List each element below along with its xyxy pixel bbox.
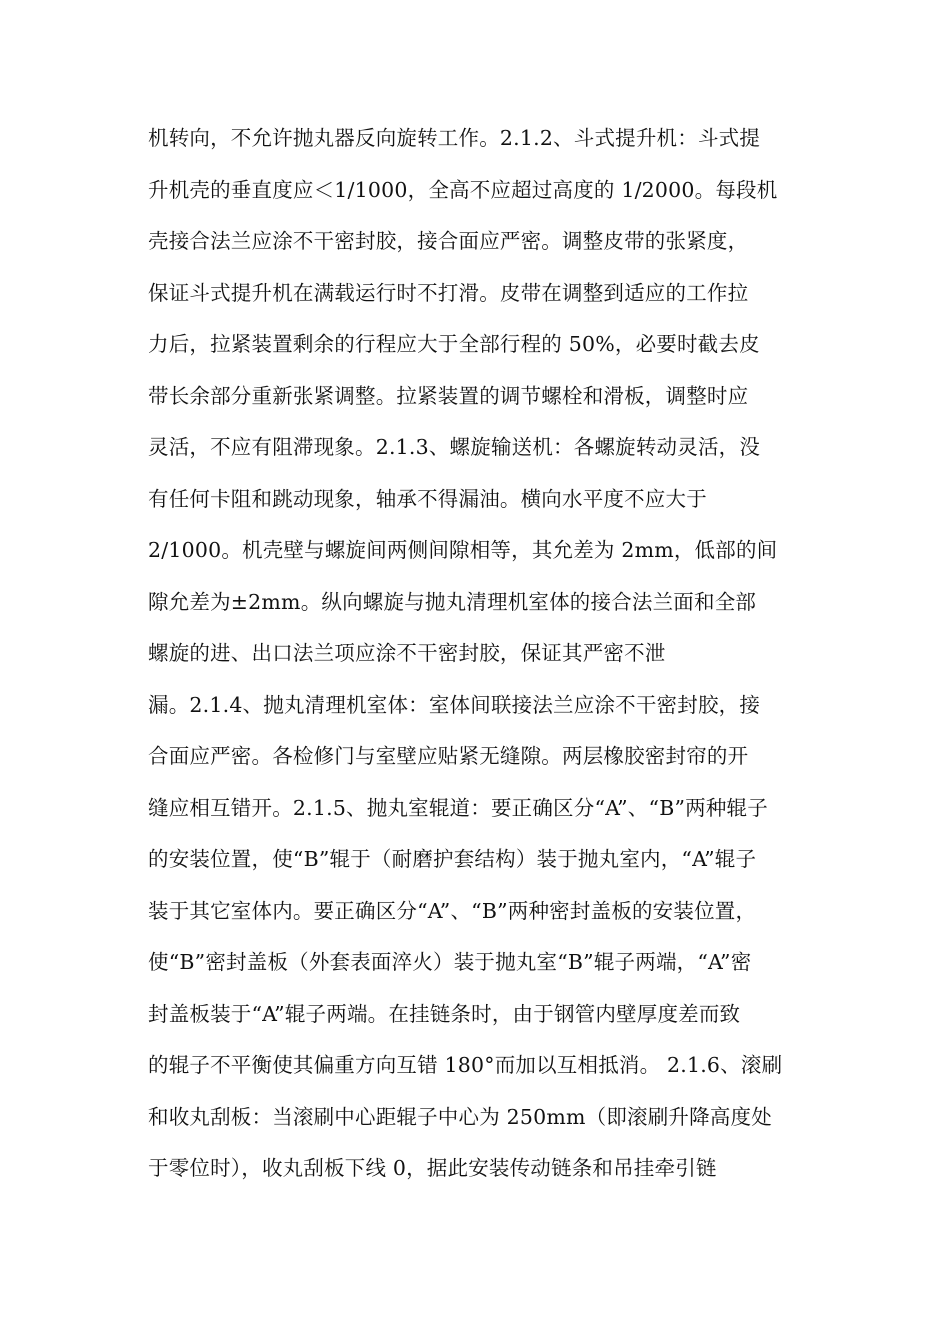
text-line: 升机壳的垂直度应＜1/1000，全高不应超过高度的 1/2000。每段机 — [148, 177, 778, 202]
text-line: 力后，拉紧装置剩余的行程应大于全部行程的 50%，必要时截去皮 — [148, 332, 760, 356]
text-line: 和收丸刮板：当滚刷中心距辊子中心为 250mm（即滚刷升降高度处 — [148, 1104, 772, 1129]
text-line: 2/1000。机壳壁与螺旋间两侧间隙相等，其允差为 2mm，低部的间 — [148, 538, 778, 562]
text-line: 合面应严密。各检修门与室壁应贴紧无缝隙。两层橡胶密封帘的开 — [148, 744, 749, 768]
text-line: 螺旋的进、出口法兰项应涂不干密封胶，保证其严密不泄 — [148, 641, 666, 665]
text-line: 壳接合法兰应涂不干密封胶，接合面应严密。调整皮带的张紧度， — [148, 229, 749, 253]
text-line: 的安装位置，使“B”辊于（耐磨护套结构）装于抛丸室内，“A”辊子 — [148, 847, 757, 871]
text-line: 使“B”密封盖板（外套表面淬火）装于抛丸室“B”辊子两端，“A”密 — [148, 950, 752, 974]
text-line: 封盖板装于“A”辊子两端。在挂链条时，由于钢管内壁厚度差而致 — [148, 1001, 741, 1026]
text-line: 于零位时），收丸刮板下线 0，据此安装传动链条和吊挂牵引链 — [148, 1156, 717, 1180]
body-text — [148, 118, 808, 1200]
text-line: 保证斗式提升机在满载运行时不打滑。皮带在调整到适应的工作拉 — [148, 280, 749, 305]
text-line: 有任何卡阻和跳动现象，轴承不得漏油。横向水平度不应大于 — [148, 486, 707, 511]
text-line: 隙允差为±2mm。纵向螺旋与抛丸清理机室体的接合法兰面和全部 — [148, 589, 757, 614]
text-line: 的辊子不平衡使其偏重方向互错 180°而加以互相抵消。 2.1.6、滚刷 — [148, 1053, 783, 1077]
text-line: 机转向，不允许抛丸器反向旋转工作。2.1.2、斗式提升机：斗式提 — [148, 126, 761, 150]
text-line: 灵活，不应有阻滞现象。2.1.3、螺旋输送机：各螺旋转动灵活，没 — [148, 435, 761, 459]
text-line: 漏。2.1.4、抛丸清理机室体：室体间联接法兰应涂不干密封胶，接 — [148, 692, 761, 717]
text-line: 装于其它室体内。要正确区分“A”、“B”两种密封盖板的安装位置， — [148, 898, 757, 923]
text-line: 缝应相互错开。2.1.5、抛丸室辊道：要正确区分“A”、“B”两种辊子 — [148, 795, 768, 820]
text-line: 带长余部分重新张紧调整。拉紧装置的调节螺栓和滑板，调整时应 — [148, 383, 749, 408]
